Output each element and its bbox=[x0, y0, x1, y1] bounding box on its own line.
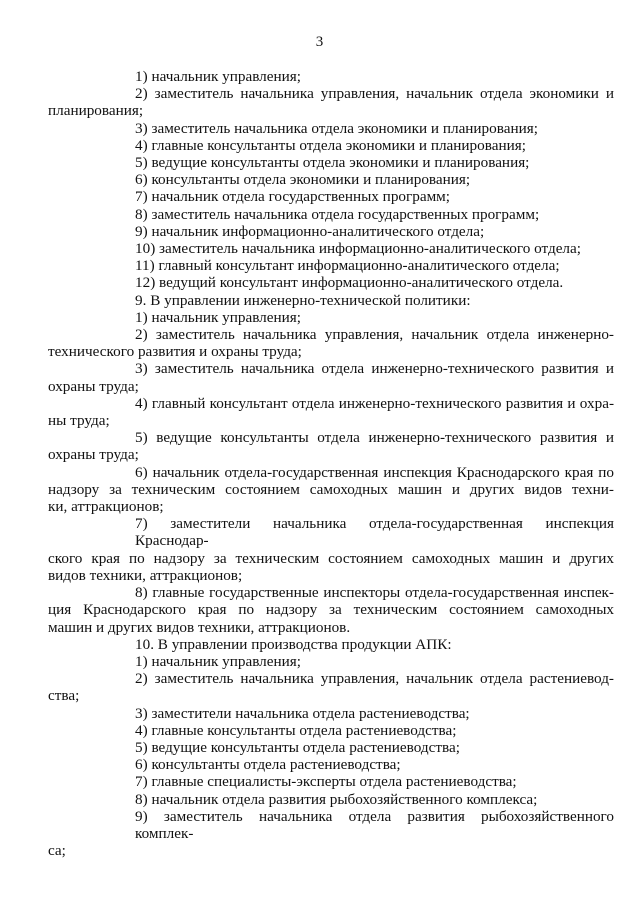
list-item bbox=[90, 791, 614, 808]
text-line: 3) заместители начальника отдела растениеводства; bbox=[135, 704, 470, 722]
document-body bbox=[48, 68, 614, 860]
text-line: 1) начальник управления; bbox=[135, 652, 301, 670]
text-line: охраны труда; bbox=[48, 377, 139, 395]
text-line: 1) начальник управления; bbox=[135, 68, 301, 85]
text-line: 4) главный консультант отдела инженерно-технического развития и охра- bbox=[135, 394, 614, 412]
list-item bbox=[48, 670, 614, 705]
text-line: 7) заместители начальника отдела-государственная инспекция Краснодар- bbox=[135, 515, 614, 550]
list-item bbox=[90, 705, 614, 722]
text-line: ция Краснодарского края по надзору за техническим состоянием самоходных bbox=[48, 601, 614, 619]
text-line: 10) заместитель начальника информационно-аналитического отдела; bbox=[135, 240, 581, 258]
text-line: 2) заместитель начальника управления, начальник отдела экономики и bbox=[135, 85, 614, 103]
list-item bbox=[90, 223, 614, 240]
text-line: 5) ведущие консультанты отдела экономики и планирования; bbox=[135, 154, 530, 172]
text-line: планирования; bbox=[48, 102, 144, 120]
text-line: 12) ведущий консультант информационно-аналитического отдела. bbox=[135, 274, 564, 292]
page-number: 3 bbox=[315, 34, 324, 50]
list-item bbox=[90, 739, 614, 756]
text-line: са; bbox=[48, 842, 66, 860]
text-line: 5) ведущие консультанты отдела инженерно-технического развития и bbox=[135, 429, 614, 447]
list-item bbox=[90, 154, 614, 171]
list-item bbox=[90, 171, 614, 188]
text-line: 2) заместитель начальника управления, начальник отдела инженерно- bbox=[135, 326, 614, 344]
list-item bbox=[48, 429, 614, 464]
text-line: 7) начальник отдела государственных программ; bbox=[135, 188, 451, 206]
list-item bbox=[48, 515, 614, 584]
text-line: видов техники, аттракционов; bbox=[48, 566, 243, 584]
list-item bbox=[48, 360, 614, 395]
list-item bbox=[90, 773, 614, 790]
text-line: надзору за техническим состоянием самоходных машин и других видов техни- bbox=[48, 480, 614, 498]
text-line: 1) начальник управления; bbox=[135, 308, 301, 326]
text-line: 11) главный консультант информационно-аналитического отдела; bbox=[135, 257, 560, 275]
list-item bbox=[90, 120, 614, 137]
text-line: 8) главные государственные инспекторы отдела-государственная инспек- bbox=[135, 584, 614, 602]
list-item bbox=[90, 68, 614, 85]
list-item bbox=[90, 137, 614, 154]
text-line: охраны труда; bbox=[48, 446, 139, 464]
list-item bbox=[90, 188, 614, 205]
list-item bbox=[90, 206, 614, 223]
list-item bbox=[90, 292, 614, 309]
text-line: 9) начальник информационно-аналитического отдела; bbox=[135, 222, 485, 240]
text-line: 9. В управлении инженерно-технической политики: bbox=[135, 291, 471, 309]
text-line: ны труда; bbox=[48, 412, 110, 430]
text-line: ки, аттракционов; bbox=[48, 498, 164, 516]
text-line: технического развития и охраны труда; bbox=[48, 343, 302, 361]
text-line: ского края по надзору за техническим состоянием самоходных машин и других bbox=[48, 549, 614, 567]
list-item bbox=[90, 274, 614, 291]
text-line: 8) начальник отдела развития рыбохозяйственного комплекса; bbox=[135, 790, 538, 808]
list-item bbox=[90, 636, 614, 653]
text-line: 6) консультанты отдела растениеводства; bbox=[135, 756, 401, 774]
list-item bbox=[48, 463, 614, 516]
text-line: 10. В управлении производства продукции АПК: bbox=[135, 635, 452, 653]
text-line: 6) консультанты отдела экономики и планирования; bbox=[135, 171, 471, 189]
text-line: 7) главные специалисты-эксперты отдела растениеводства; bbox=[135, 773, 517, 791]
text-line: 5) ведущие консультанты отдела растениеводства; bbox=[135, 738, 460, 756]
text-line: 9) заместитель начальника отдела развития рыбохозяйственного комплек- bbox=[135, 807, 614, 842]
text-line: 2) заместитель начальника управления, начальник отдела растениевод- bbox=[135, 670, 614, 688]
text-line: ства; bbox=[48, 687, 80, 705]
list-item bbox=[48, 584, 614, 636]
text-line: 8) заместитель начальника отдела государственных программ; bbox=[135, 205, 540, 223]
list-item bbox=[48, 326, 614, 361]
text-line: 3) заместитель начальника отдела экономики и планирования; bbox=[135, 119, 538, 137]
list-item bbox=[48, 85, 614, 120]
text-line: 4) главные консультанты отдела растениеводства; bbox=[135, 721, 457, 739]
text-line: 4) главные консультанты отдела экономики и планирования; bbox=[135, 136, 526, 154]
list-item bbox=[48, 394, 614, 430]
list-item bbox=[90, 653, 614, 670]
list-item bbox=[90, 722, 614, 739]
list-item bbox=[90, 309, 614, 326]
list-item bbox=[90, 257, 614, 274]
text-line: 6) начальник отдела-государственная инспекция Краснодарского края по bbox=[135, 463, 614, 481]
list-item bbox=[90, 756, 614, 773]
list-item bbox=[48, 807, 614, 860]
list-item bbox=[90, 240, 614, 257]
text-line: машин и других видов техники, аттракционов. bbox=[48, 618, 351, 636]
text-line: 3) заместитель начальника отдела инженерно-технического развития и bbox=[135, 360, 614, 378]
